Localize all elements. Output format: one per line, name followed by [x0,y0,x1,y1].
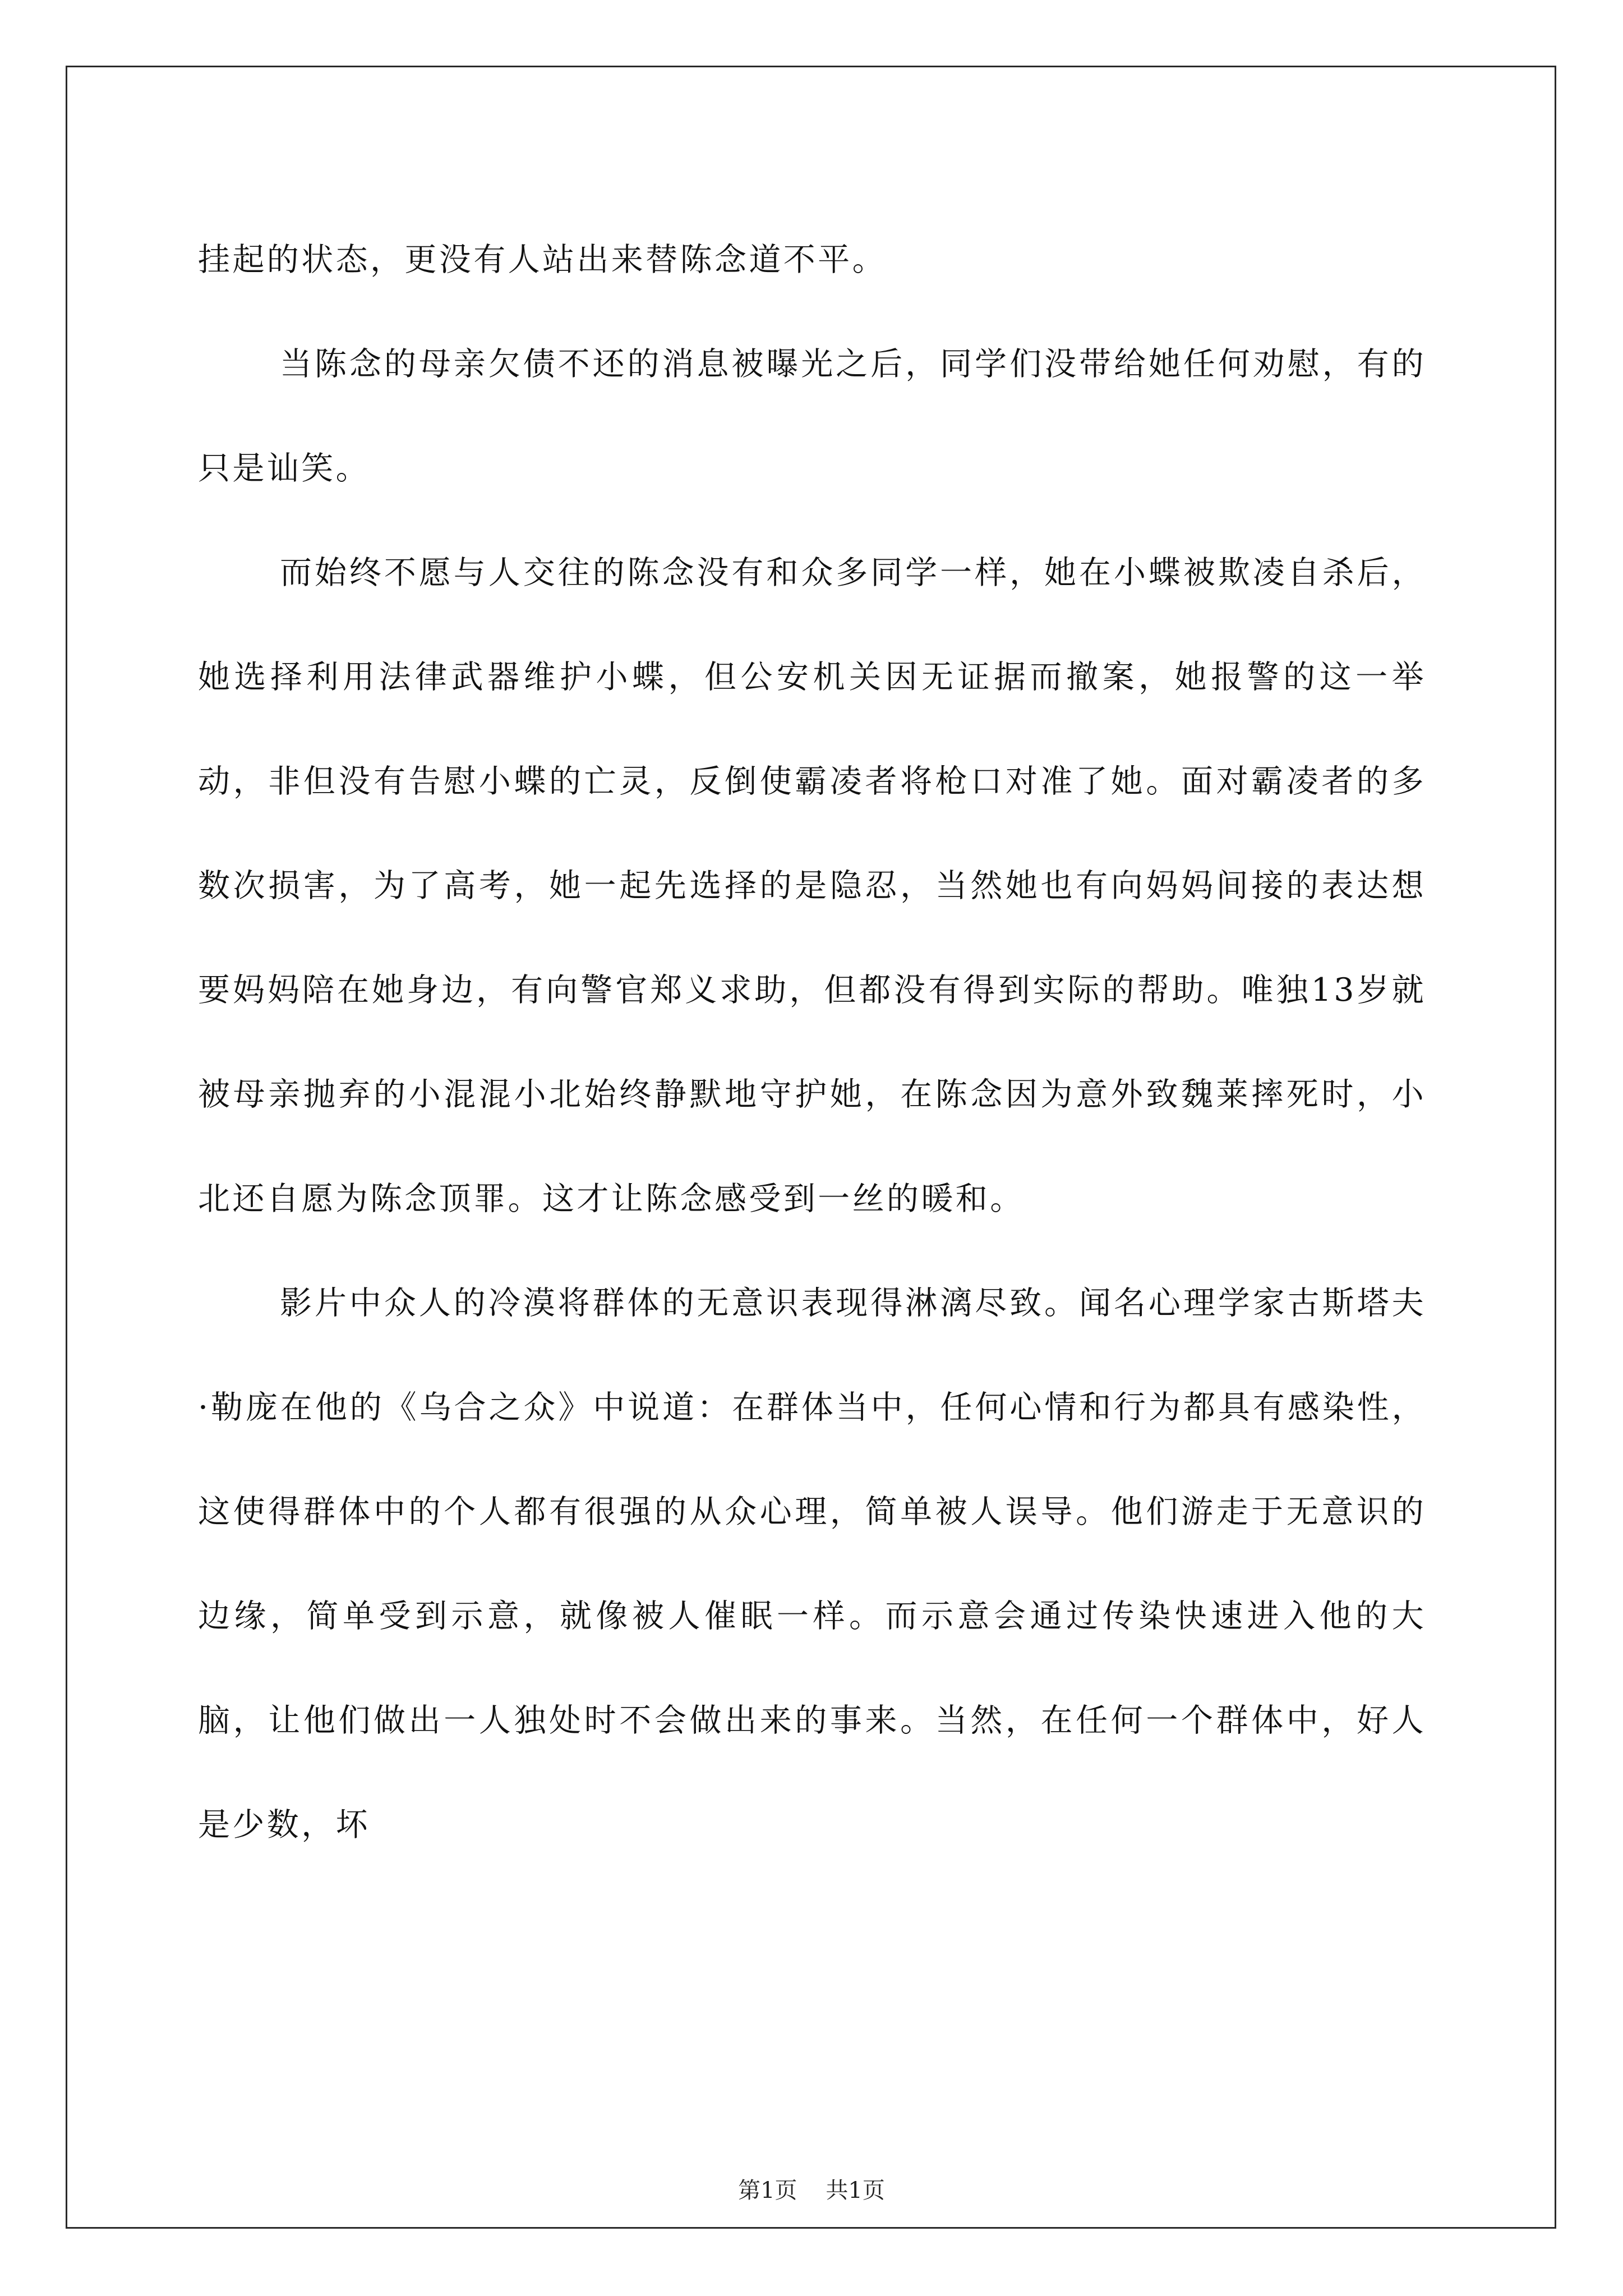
document-body [198,208,1426,1877]
paragraph-2: 当陈念的母亲欠债不还的消息被曝光之后，同学们没带给她任何劝慰，有的只是讪笑。 [198,346,1426,487]
page-total: 共1页 [826,2178,885,2203]
page-footer [0,2177,1623,2205]
page-number: 第1页 [738,2178,797,2203]
paragraph-3: 而始终不愿与人交往的陈念没有和众多同学一样，她在小蝶被欺凌自杀后，她选择利用法律武器维护小蝶，但公安机关因无证据而撤案，她报警的这一举动，非但没有告慰小蝶的亡灵，反倒使霸凌者将枪口对准了她。面对霸凌者的多数次损害，为了高考，她一起先选择的是隐忍，当然她也有向妈妈间接的表达想要妈妈陪在她身边，有向警官郑义求助，但都没有得到实际的帮助。唯独13岁就被母亲抛弃的小混混小北始终静默地守护她，在陈念因为意外致魏莱摔死时，小北还自愿为陈念顶罪。这才让陈念感受到一丝的暖和。 [198,554,1426,1217]
paragraph-4: 影片中众人的冷漠将群体的无意识表现得淋漓尽致。闻名心理学家古斯塔夫·勒庞在他的《乌合之众》中说道：在群体当中，任何心情和行为都具有感染性，这使得群体中的个人都有很强的从众心理，简单被人误导。他们游走于无意识的边缘，简单受到示意，就像被人催眠一样。而示意会通过传染快速进入他的大脑，让他们做出一人独处时不会做出来的事来。当然，在任何一个群体中，好人是少数，坏 [198,1285,1426,1843]
paragraph-1: 挂起的状态，更没有人站出来替陈念道不平。 [198,241,887,278]
